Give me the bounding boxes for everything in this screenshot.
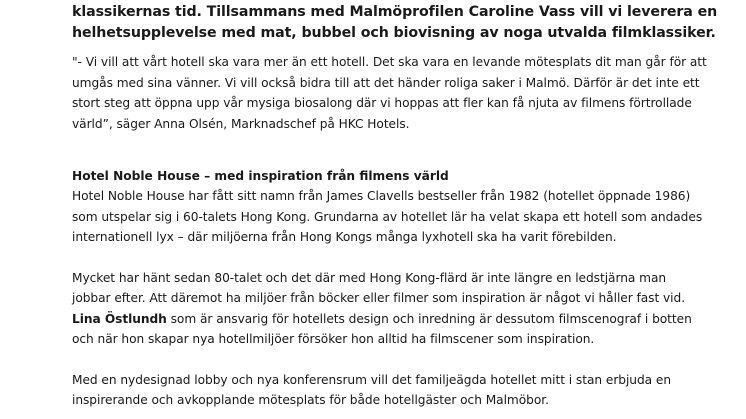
press-release-body xyxy=(72,0,718,411)
quote-paragraph xyxy=(72,52,707,134)
paragraph-line: Med en nydesignad lobby och nya konferensrum vill det familjeägda hotellet mitt i stan erbjuda en xyxy=(72,372,672,387)
paragraph-line: Hotel Noble House har fått sitt namn från James Clavells bestseller från 1982 (hotellet öppnade 1986) xyxy=(72,189,691,203)
quote-line: värld”, säger Anna Olsén, Marknadschef på HKC Hotels. xyxy=(72,116,410,131)
quote-line: umgås med sina vänner. Vi vill också bidra till att det händer roliga saker i Malmö. Därför är det inte ett xyxy=(72,75,700,90)
paragraph-line: jobbar efter. Att däremot ha miljöer från böcker eller filmer som inspiration är något vi håller fast vid. xyxy=(72,291,686,305)
paragraph-text: som är ansvarig för hotellets design och inredning är dessutom filmscenograf i botten xyxy=(166,311,692,326)
design-paragraph xyxy=(72,268,692,350)
lobby-paragraph xyxy=(72,370,692,411)
designer-name: Lina Östlundh xyxy=(72,311,167,326)
paragraph-line: och när hon skapar nya hotellmiljöer försöker hon alltid ha filmscener som inspiration. xyxy=(72,332,595,346)
quote-line: "- Vi vill att vårt hotell ska vara mer än ett hotell. Det ska vara en levande mötesplats dit man går för att xyxy=(72,55,707,69)
lead-line: helhetsupplevelse med mat, bubbel och biovisning av noga utvalda filmklassiker. xyxy=(72,25,716,41)
lead-paragraph xyxy=(72,2,718,44)
hotel-history-paragraph xyxy=(72,186,703,248)
paragraph-line: Mycket har hänt sedan 80-talet och det där med Hong Kong-flärd är inte längre en ledstjärna man xyxy=(72,270,667,285)
paragraph-line: inspirerande och avkopplande mötesplats för både hotellgäster och Malmöbor. xyxy=(72,393,549,407)
paragraph-line: internationell lyx – där miljöerna från Hong Kongs många lyxhotell ska ha varit förebilden. xyxy=(72,230,617,244)
lead-line: klassikernas tid. Tillsammans med Malmöprofilen Caroline Vass vill vi leverera en xyxy=(72,4,718,20)
paragraph-line xyxy=(72,309,692,330)
paragraph-line: som utspelar sig i 60-talets Hong Kong. Grundarna av hotellet lär ha velat skapa ett hotell som andades xyxy=(72,209,703,224)
section-heading: Hotel Noble House – med inspiration från filmens värld xyxy=(72,169,449,183)
quote-line: stort steg att öppna upp vår mysiga biosalong där vi hoppas att fler kan få njuta av filmens förtrollade xyxy=(72,96,692,110)
